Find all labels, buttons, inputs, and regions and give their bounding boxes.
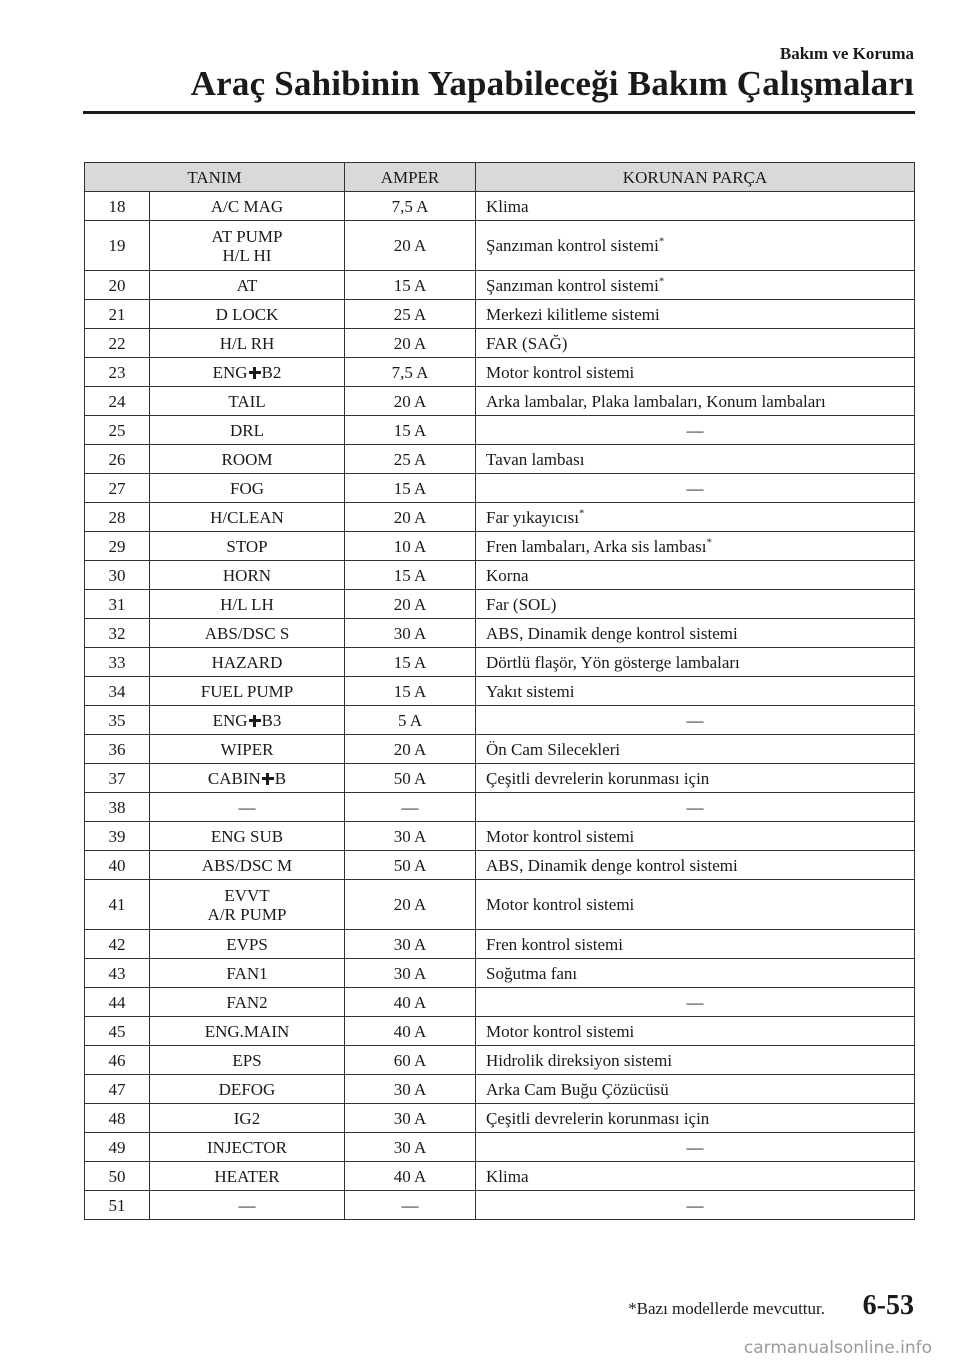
fuse-amperage: 15 A xyxy=(345,474,476,503)
fuse-name-line: EPS xyxy=(232,1050,262,1070)
fuse-name-line: DEFOG xyxy=(218,1079,276,1099)
page-title: Araç Sahibinin Yapabileceği Bakım Çalışmaları xyxy=(190,64,914,103)
fuse-number: 43 xyxy=(85,959,150,988)
fuse-name-part: CABIN xyxy=(207,768,261,788)
table-row xyxy=(85,793,915,822)
fuse-name xyxy=(150,706,345,735)
fuse-number: 47 xyxy=(85,1075,150,1104)
protected-part-text: ― xyxy=(686,710,704,730)
protected-part-text: Motor kontrol sistemi xyxy=(486,1021,635,1041)
fuse-name-line: FAN2 xyxy=(226,992,268,1012)
fuse-number: 26 xyxy=(85,445,150,474)
fuse-number: 51 xyxy=(85,1191,150,1220)
fuse-name-line: A/C MAG xyxy=(210,196,284,216)
fuse-name-line: ― xyxy=(238,797,256,817)
table-row xyxy=(85,880,915,930)
protected-part-text: Hidrolik direksiyon sistemi xyxy=(486,1050,673,1070)
fuse-name-line: ABS/DSC M xyxy=(201,855,293,875)
fuse-number: 32 xyxy=(85,619,150,648)
table-row xyxy=(85,648,915,677)
fuse-amperage: 25 A xyxy=(345,445,476,474)
fuse-amperage: 40 A xyxy=(345,1162,476,1191)
table-row xyxy=(85,221,915,271)
fuse-name xyxy=(150,329,345,358)
protected-part-text: Çeşitli devrelerin korunması için xyxy=(486,1108,710,1128)
fuse-name-line: AT xyxy=(236,275,258,295)
table-row xyxy=(85,416,915,445)
protected-part-text: ― xyxy=(686,420,704,440)
protected-part xyxy=(476,416,915,445)
fuse-name-line: H/L LH xyxy=(220,594,274,614)
fuse-number: 19 xyxy=(85,221,150,271)
watermark: carmanualsonline.info xyxy=(743,1338,932,1358)
fuse-name xyxy=(150,851,345,880)
fuse-amperage: 40 A xyxy=(345,988,476,1017)
table-row xyxy=(85,1017,915,1046)
fuse-amperage: 20 A xyxy=(345,590,476,619)
fuse-name xyxy=(150,590,345,619)
fuse-name-line: ENG.MAIN xyxy=(204,1021,290,1041)
protected-part xyxy=(476,735,915,764)
fuse-name-line: HAZARD xyxy=(211,652,283,672)
fuse-amperage: 15 A xyxy=(345,416,476,445)
fuse-amperage: 20 A xyxy=(345,221,476,271)
fuse-number: 23 xyxy=(85,358,150,387)
fuse-number: 28 xyxy=(85,503,150,532)
fuse-number: 25 xyxy=(85,416,150,445)
fuse-amperage: 15 A xyxy=(345,271,476,300)
table-row xyxy=(85,764,915,793)
table-row xyxy=(85,561,915,590)
protected-part xyxy=(476,793,915,822)
fuse-amperage: ― xyxy=(345,793,476,822)
fuse-name-line: EVVT xyxy=(224,885,270,905)
protected-part-text: Şanzıman kontrol sistemi xyxy=(486,236,659,255)
fuse-name xyxy=(150,358,345,387)
protected-part xyxy=(476,706,915,735)
fuse-number: 45 xyxy=(85,1017,150,1046)
table-header-row xyxy=(85,163,915,192)
col-header-tanim: TANIM xyxy=(85,163,345,192)
fuse-name-part: B3 xyxy=(261,710,282,730)
protected-part xyxy=(476,192,915,221)
protected-part-text: Soğutma fanı xyxy=(486,963,578,983)
protected-part-text: ― xyxy=(686,1195,704,1215)
protected-part-text: ABS, Dinamik denge kontrol sistemi xyxy=(486,855,738,875)
protected-part xyxy=(476,764,915,793)
protected-part xyxy=(476,1017,915,1046)
fuse-name xyxy=(150,959,345,988)
protected-part xyxy=(476,930,915,959)
fuse-number: 30 xyxy=(85,561,150,590)
protected-part xyxy=(476,271,915,300)
fuse-amperage: 25 A xyxy=(345,300,476,329)
protected-part-text: Fren lambaları, Arka sis lambası xyxy=(486,536,707,556)
fuse-amperage: 30 A xyxy=(345,822,476,851)
fuse-table xyxy=(84,162,915,1220)
fuse-name-line: FOG xyxy=(229,478,264,498)
fuse-amperage: 7,5 A xyxy=(345,192,476,221)
footnote-marker: * xyxy=(579,506,585,519)
table-row xyxy=(85,1075,915,1104)
fuse-number: 33 xyxy=(85,648,150,677)
protected-part-text: ― xyxy=(686,1137,704,1157)
fuse-name-line: FAN1 xyxy=(226,963,268,983)
fuse-name xyxy=(150,1017,345,1046)
fuse-name-part: ENG xyxy=(212,362,248,382)
fuse-name xyxy=(150,822,345,851)
fuse-name-line: DRL xyxy=(230,420,264,440)
footnote-marker: * xyxy=(658,274,665,287)
fuse-number: 24 xyxy=(85,387,150,416)
fuse-amperage: 20 A xyxy=(345,735,476,764)
protected-part xyxy=(476,503,915,532)
fuse-name xyxy=(150,1133,345,1162)
fuse-number: 48 xyxy=(85,1104,150,1133)
table-row xyxy=(85,959,915,988)
table-row xyxy=(85,358,915,387)
section-label: Bakım ve Koruma xyxy=(779,44,914,63)
fuse-name-line: ROOM xyxy=(221,449,273,469)
fuse-amperage: 50 A xyxy=(345,851,476,880)
protected-part xyxy=(476,300,915,329)
protected-part xyxy=(476,619,915,648)
protected-part-text: Yakıt sistemi xyxy=(486,681,575,701)
protected-part xyxy=(476,851,915,880)
fuse-name xyxy=(150,764,345,793)
fuse-number: 37 xyxy=(85,764,150,793)
protected-part-text: Klima xyxy=(486,196,529,216)
table-row xyxy=(85,329,915,358)
table-row xyxy=(85,300,915,329)
fuse-number: 18 xyxy=(85,192,150,221)
fuse-amperage: 5 A xyxy=(345,706,476,735)
fuse-name-part: ENG xyxy=(212,710,248,730)
fuse-name xyxy=(150,880,345,930)
table-row xyxy=(85,677,915,706)
protected-part-text: Klima xyxy=(486,1166,529,1186)
fuse-amperage: 20 A xyxy=(345,503,476,532)
fuse-amperage: 10 A xyxy=(345,532,476,561)
plus-icon xyxy=(249,715,261,727)
protected-part xyxy=(476,590,915,619)
fuse-number: 38 xyxy=(85,793,150,822)
fuse-amperage: 15 A xyxy=(345,677,476,706)
protected-part xyxy=(476,959,915,988)
fuse-name xyxy=(150,532,345,561)
col-header-amper: AMPER xyxy=(345,163,476,192)
fuse-name-line: H/L RH xyxy=(219,333,275,353)
protected-part-text: Fren kontrol sistemi xyxy=(486,934,623,954)
table-row xyxy=(85,706,915,735)
fuse-name xyxy=(150,1075,345,1104)
fuse-name-part: B xyxy=(274,768,287,788)
fuse-name-line: H/CLEAN xyxy=(210,507,284,527)
title-rule xyxy=(83,111,915,114)
fuse-name-line: WIPER xyxy=(220,739,274,759)
fuse-amperage: 20 A xyxy=(345,387,476,416)
table-row xyxy=(85,503,915,532)
protected-part-text: ― xyxy=(686,797,704,817)
protected-part xyxy=(476,988,915,1017)
protected-part-text: Çeşitli devrelerin korunması için xyxy=(486,768,710,788)
table-row xyxy=(85,271,915,300)
fuse-name xyxy=(150,1191,345,1220)
table-row xyxy=(85,387,915,416)
protected-part xyxy=(476,1046,915,1075)
fuse-name-line: ― xyxy=(238,1195,256,1215)
protected-part-text: Şanzıman kontrol sistemi xyxy=(486,275,659,295)
fuse-amperage: 15 A xyxy=(345,561,476,590)
fuse-number: 35 xyxy=(85,706,150,735)
protected-part xyxy=(476,474,915,503)
fuse-name-line: ABS/DSC S xyxy=(204,623,290,643)
fuse-name xyxy=(150,192,345,221)
fuse-number: 50 xyxy=(85,1162,150,1191)
col-header-korunan-parca: KORUNAN PARÇA xyxy=(476,163,915,192)
protected-part-text: Merkezi kilitleme sistemi xyxy=(486,304,660,324)
protected-part xyxy=(476,329,915,358)
protected-part-text: Tavan lambası xyxy=(486,449,585,469)
fuse-number: 36 xyxy=(85,735,150,764)
fuse-name-line: A/R PUMP xyxy=(207,904,287,924)
footnote: *Bazı modellerde mevcuttur. xyxy=(628,1299,825,1318)
table-row xyxy=(85,445,915,474)
protected-part xyxy=(476,880,915,930)
fuse-number: 39 xyxy=(85,822,150,851)
plus-icon xyxy=(249,367,261,379)
table-row xyxy=(85,735,915,764)
fuse-name xyxy=(150,387,345,416)
fuse-amperage: 20 A xyxy=(345,329,476,358)
fuse-name xyxy=(150,930,345,959)
fuse-number: 31 xyxy=(85,590,150,619)
fuse-number: 21 xyxy=(85,300,150,329)
table-row xyxy=(85,1104,915,1133)
fuse-number: 42 xyxy=(85,930,150,959)
protected-part xyxy=(476,1104,915,1133)
fuse-name-line: H/L HI xyxy=(222,245,272,265)
protected-part-text: Far (SOL) xyxy=(486,594,557,614)
table-row xyxy=(85,474,915,503)
fuse-name xyxy=(150,561,345,590)
protected-part xyxy=(476,648,915,677)
fuse-number: 49 xyxy=(85,1133,150,1162)
fuse-number: 44 xyxy=(85,988,150,1017)
protected-part xyxy=(476,358,915,387)
table-row xyxy=(85,1162,915,1191)
fuse-number: 22 xyxy=(85,329,150,358)
protected-part-text: Motor kontrol sistemi xyxy=(486,362,635,382)
fuse-number: 41 xyxy=(85,880,150,930)
fuse-number: 27 xyxy=(85,474,150,503)
fuse-name xyxy=(150,503,345,532)
fuse-name-line: STOP xyxy=(226,536,268,556)
protected-part-text: ― xyxy=(686,992,704,1012)
fuse-name-line: EVPS xyxy=(226,934,268,954)
fuse-name-line: IG2 xyxy=(233,1108,261,1128)
fuse-name-line: TAIL xyxy=(228,391,266,411)
fuse-name xyxy=(150,677,345,706)
fuse-number: 20 xyxy=(85,271,150,300)
table-row xyxy=(85,1133,915,1162)
fuse-amperage: ― xyxy=(345,1191,476,1220)
fuse-name-line: HORN xyxy=(222,565,272,585)
protected-part-text: FAR (SAĞ) xyxy=(486,333,568,353)
protected-part xyxy=(476,445,915,474)
table-row xyxy=(85,1191,915,1220)
fuse-number: 34 xyxy=(85,677,150,706)
fuse-name xyxy=(150,271,345,300)
fuse-name-line: FUEL PUMP xyxy=(200,681,294,701)
footnote-marker: * xyxy=(658,235,665,248)
protected-part-text: Arka Cam Buğu Çözücüsü xyxy=(486,1079,669,1099)
table-row xyxy=(85,192,915,221)
protected-part xyxy=(476,822,915,851)
fuse-name-line: AT PUMP xyxy=(211,226,283,246)
fuse-name xyxy=(150,221,345,271)
fuse-amperage: 20 A xyxy=(345,880,476,930)
plus-icon xyxy=(262,773,274,785)
protected-part xyxy=(476,387,915,416)
protected-part xyxy=(476,1191,915,1220)
fuse-amperage: 60 A xyxy=(345,1046,476,1075)
table-row xyxy=(85,988,915,1017)
fuse-amperage: 40 A xyxy=(345,1017,476,1046)
fuse-amperage: 30 A xyxy=(345,930,476,959)
fuse-number: 29 xyxy=(85,532,150,561)
protected-part xyxy=(476,1162,915,1191)
fuse-name xyxy=(150,648,345,677)
protected-part-text: Motor kontrol sistemi xyxy=(486,895,635,914)
fuse-amperage: 15 A xyxy=(345,648,476,677)
fuse-name xyxy=(150,1104,345,1133)
fuse-name-line: D LOCK xyxy=(215,304,279,324)
fuse-amperage: 50 A xyxy=(345,764,476,793)
protected-part-text: ― xyxy=(686,478,704,498)
fuse-name xyxy=(150,300,345,329)
fuse-name xyxy=(150,735,345,764)
fuse-number: 40 xyxy=(85,851,150,880)
protected-part-text: Ön Cam Silecekleri xyxy=(486,739,621,759)
protected-part-text: ABS, Dinamik denge kontrol sistemi xyxy=(486,623,738,643)
fuse-name xyxy=(150,619,345,648)
protected-part xyxy=(476,1133,915,1162)
table-row xyxy=(85,1046,915,1075)
protected-part xyxy=(476,561,915,590)
fuse-name xyxy=(150,988,345,1017)
protected-part xyxy=(476,221,915,271)
fuse-amperage: 30 A xyxy=(345,1104,476,1133)
fuse-amperage: 30 A xyxy=(345,1075,476,1104)
fuse-name-part: B2 xyxy=(261,362,282,382)
table-row xyxy=(85,532,915,561)
fuse-amperage: 7,5 A xyxy=(345,358,476,387)
fuse-amperage: 30 A xyxy=(345,1133,476,1162)
fuse-name-line: INJECTOR xyxy=(207,1137,287,1157)
protected-part-text: Motor kontrol sistemi xyxy=(486,826,635,846)
protected-part xyxy=(476,1075,915,1104)
table-row xyxy=(85,822,915,851)
fuse-name xyxy=(150,1046,345,1075)
table-body xyxy=(85,192,915,1220)
footnote-marker: * xyxy=(706,535,712,548)
fuse-number: 46 xyxy=(85,1046,150,1075)
fuse-name xyxy=(150,445,345,474)
fuse-name-line: HEATER xyxy=(214,1166,280,1186)
page-number: 6-53 xyxy=(862,1290,914,1321)
protected-part xyxy=(476,677,915,706)
table-row xyxy=(85,619,915,648)
table-row xyxy=(85,930,915,959)
protected-part xyxy=(476,532,915,561)
fuse-name xyxy=(150,1162,345,1191)
protected-part-text: Arka lambalar, Plaka lambaları, Konum lambaları xyxy=(486,391,826,411)
table-row xyxy=(85,590,915,619)
fuse-name xyxy=(150,416,345,445)
fuse-amperage: 30 A xyxy=(345,959,476,988)
protected-part-text: Korna xyxy=(486,565,529,585)
fuse-amperage: 30 A xyxy=(345,619,476,648)
fuse-name-line: ENG SUB xyxy=(210,826,284,846)
fuse-name xyxy=(150,474,345,503)
protected-part-text: Dörtlü flaşör, Yön gösterge lambaları xyxy=(486,652,740,672)
table-row xyxy=(85,851,915,880)
fuse-name xyxy=(150,793,345,822)
protected-part-text: Far yıkayıcısı xyxy=(486,507,580,527)
